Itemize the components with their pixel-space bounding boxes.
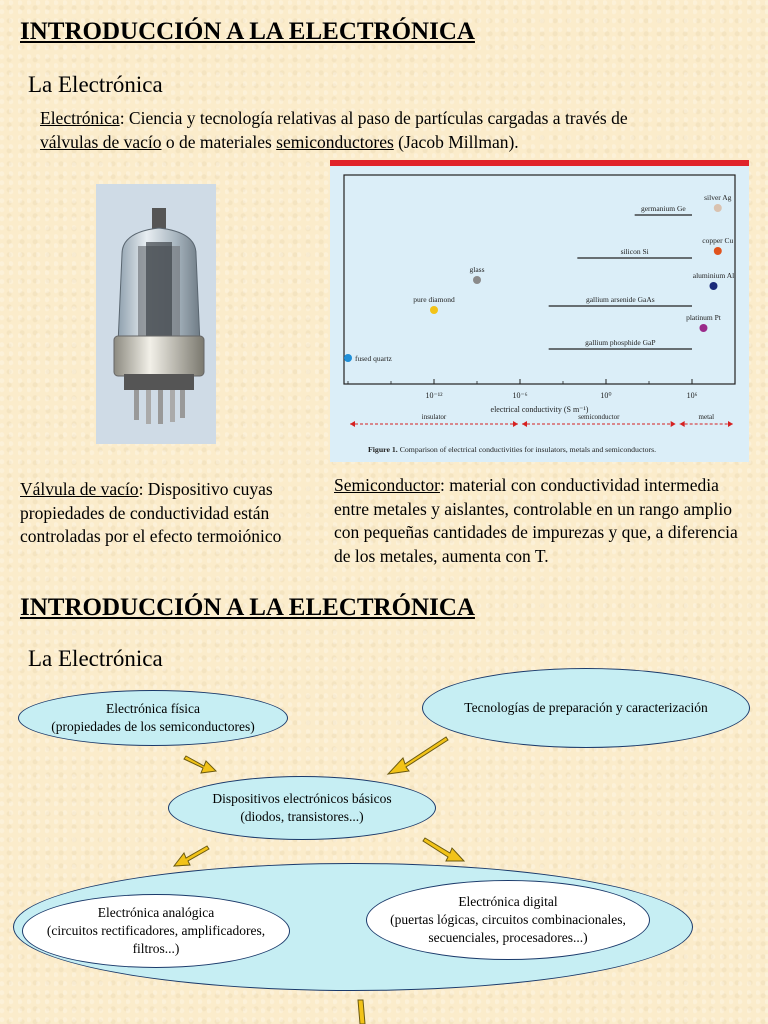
x-tick-label: 10⁻⁶ [512, 391, 528, 400]
range-label: germanium Ge [640, 204, 686, 213]
ellipse-electronica-fisica: Electrónica física (propiedades de los semiconductores) [18, 690, 288, 746]
ellipse-tecnologias: Tecnologías de preparación y caracterización [422, 668, 750, 748]
region-label: metal [698, 413, 715, 421]
definition-electronica: Electrónica: Ciencia y tecnología relativas al paso de partículas cargadas a través de válvulas de vacío o de materiales semiconductores (Jacob Millman). [40, 108, 628, 152]
ellipse-electronica-digital: Electrónica digital (puertas lógicas, circuitos combinacionales, secuenciales, procesadores...) [366, 880, 650, 960]
term-valvula: Válvula de vacío [20, 479, 139, 499]
x-tick-label: 10⁶ [686, 391, 698, 400]
x-tick-label: 10⁰ [600, 391, 612, 400]
data-point-label: aluminium Al [692, 271, 735, 280]
link-valvulas: válvulas de vacío [40, 131, 162, 152]
region-label: insulator [421, 413, 447, 421]
semiconductor-definition: Semiconductor: material con conductividad intermedia entre metales y aislantes, controlable en un rango amplio con pequeñas cantidades de impurezas y que, a diferencia de los metales, aumenta con T. [334, 475, 738, 566]
arrow-fisica-to-dispositivos [184, 756, 216, 773]
arrow-tecnologias-to-dispositivos [388, 737, 448, 774]
range-label: gallium phosphide GaP [585, 338, 656, 347]
valvula-definition: Válvula de vacío: Dispositivo cuyas propiedades de conductividad están controladas por el efecto termoiónico [20, 479, 282, 546]
ellipse-dispositivos: Dispositivos electrónicos básicos (diodos, transistores...) [168, 776, 436, 840]
chart-caption: Figure 1. Comparison of electrical conductivities for insulators, metals and semiconductors. [368, 445, 657, 454]
data-point-label: copper Cu [702, 236, 734, 245]
term-electronica: Electrónica [40, 108, 120, 128]
x-axis-label: electrical conductivity (S m⁻¹) [490, 405, 589, 414]
slide2-title: INTRODUCCIÓN A LA ELECTRÓNICA [20, 594, 475, 621]
term-semiconductor: Semiconductor [334, 475, 440, 495]
range-label: silicon Si [620, 247, 649, 256]
slide1-title: INTRODUCCIÓN A LA ELECTRÓNICA [20, 18, 475, 45]
x-tick-label: 10⁻¹² [425, 391, 443, 400]
range-label: gallium arsenide GaAs [585, 295, 655, 304]
arrow-down-continue [358, 1000, 365, 1024]
data-point-label: silver Ag [704, 193, 732, 202]
ellipse-electronica-analogica: Electrónica analógica (circuitos rectificadores, amplificadores, filtros...) [22, 894, 290, 968]
arrow-dispositivos-to-digital [423, 838, 464, 861]
slide2-subtitle: La Electrónica [28, 646, 163, 671]
data-point-label: pure diamond [413, 295, 455, 304]
region-label: semiconductor [578, 413, 620, 421]
data-point-label: platinum Pt [686, 313, 721, 322]
link-semiconductores: semiconductores [276, 131, 394, 152]
slide1-subtitle: La Electrónica [28, 72, 163, 97]
arrow-dispositivos-to-analogica [174, 846, 209, 866]
data-point-label: fused quartz [355, 354, 392, 363]
data-point-label: glass [469, 265, 485, 274]
